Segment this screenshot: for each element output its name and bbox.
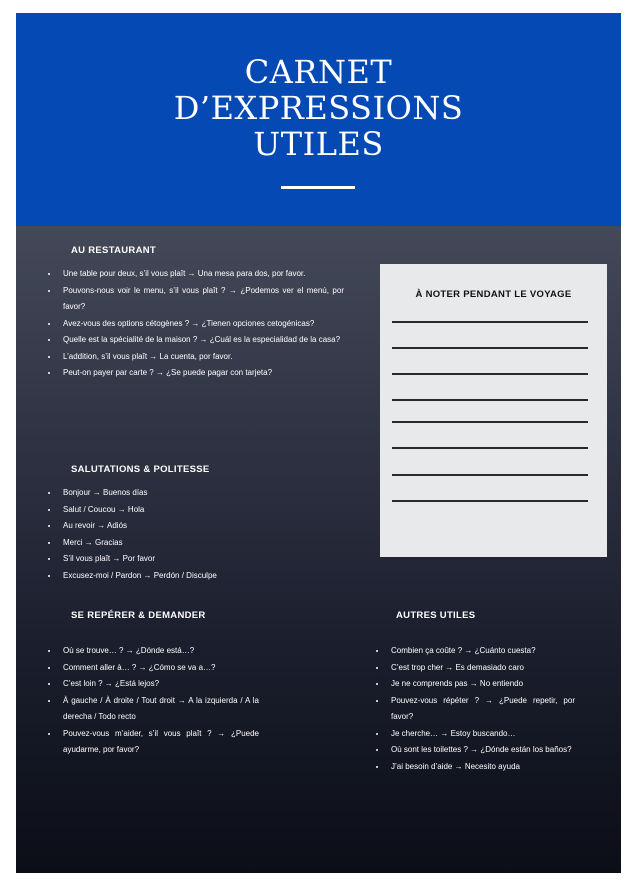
section-heading-salutations: SALUTATIONS & POLITESSE <box>71 464 210 475</box>
list-item: • Au revoir → Adiós <box>59 518 344 535</box>
list-item: • Peut-on payer par carte ? → ¿Se puede pagar con tarjeta? <box>59 365 344 382</box>
list-item: • Avez-vous des options cétogènes ? → ¿Tienen opciones cetogénicas? <box>59 316 344 333</box>
notes-heading: À NOTER PENDANT LE VOYAGE <box>415 289 572 300</box>
list-item: • L’addition, s’il vous plaît → La cuenta, por favor. <box>59 349 344 366</box>
list-item: • Salut / Coucou → Hola <box>59 502 344 519</box>
list-item: • Quelle est la spécialité de la maison ? → ¿Cuál es la especialidad de la casa? <box>59 332 344 349</box>
title-banner <box>16 13 621 226</box>
note-line <box>392 474 588 476</box>
autres-list <box>374 643 575 775</box>
page-title <box>16 54 621 162</box>
note-line <box>392 373 588 375</box>
list-item: • Merci → Gracias <box>59 535 344 552</box>
list-item: • Comment aller à… ? → ¿Cómo se va a…? <box>59 660 259 677</box>
salutations-list <box>46 485 344 584</box>
notes-panel <box>380 264 607 557</box>
title-line-1: CARNET <box>244 53 393 91</box>
restaurant-list <box>46 266 344 382</box>
list-item: • Je cherche… → Estoy buscando… <box>387 726 575 743</box>
section-heading-autres: AUTRES UTILES <box>396 610 476 621</box>
note-line <box>392 321 588 323</box>
list-item: • Excusez-moi / Pardon → Perdón / Disculpe <box>59 568 344 585</box>
list-item: • Où sont les toilettes ? → ¿Dónde están los baños? <box>387 742 575 759</box>
reperer-list <box>46 643 259 759</box>
list-item: • Je ne comprends pas → No entiendo <box>387 676 575 693</box>
title-underline <box>281 186 355 189</box>
section-heading-reperer: SE REPÉRER & DEMANDER <box>71 610 206 621</box>
list-item: • Pouvons-nous voir le menu, s’il vous plaît ? → ¿Podemos ver el menú, por favor? <box>59 283 344 316</box>
list-item: • À gauche / À droite / Tout droit → A la izquierda / A la derecha / Todo recto <box>59 693 259 726</box>
list-item: • Combien ça coûte ? → ¿Cuánto cuesta? <box>387 643 575 660</box>
section-heading-restaurant: AU RESTAURANT <box>71 245 156 256</box>
note-line <box>392 447 588 449</box>
document-page <box>16 13 621 873</box>
list-item: • Pouvez-vous m’aider, s’il vous plaît ? → ¿Puede ayudarme, por favor? <box>59 726 259 759</box>
list-item: • C’est loin ? → ¿Está lejos? <box>59 676 259 693</box>
list-item: • S’il vous plaît → Por favor <box>59 551 344 568</box>
note-line <box>392 347 588 349</box>
title-line-2: D’EXPRESSIONS <box>173 89 464 127</box>
list-item: • Une table pour deux, s’il vous plaît → Una mesa para dos, por favor. <box>59 266 344 283</box>
note-line <box>392 500 588 502</box>
note-line <box>392 421 588 423</box>
list-item: • C’est trop cher → Es demasiado caro <box>387 660 575 677</box>
list-item: • Bonjour → Buenos días <box>59 485 344 502</box>
list-item: • Pouvez-vous répéter ? → ¿Puede repetir, por favor? <box>387 693 575 726</box>
title-line-3: UTILES <box>253 125 384 163</box>
list-item: • Où se trouve… ? → ¿Dónde está…? <box>59 643 259 660</box>
list-item: • J’ai besoin d’aide → Necesito ayuda <box>387 759 575 776</box>
note-line <box>392 399 588 401</box>
